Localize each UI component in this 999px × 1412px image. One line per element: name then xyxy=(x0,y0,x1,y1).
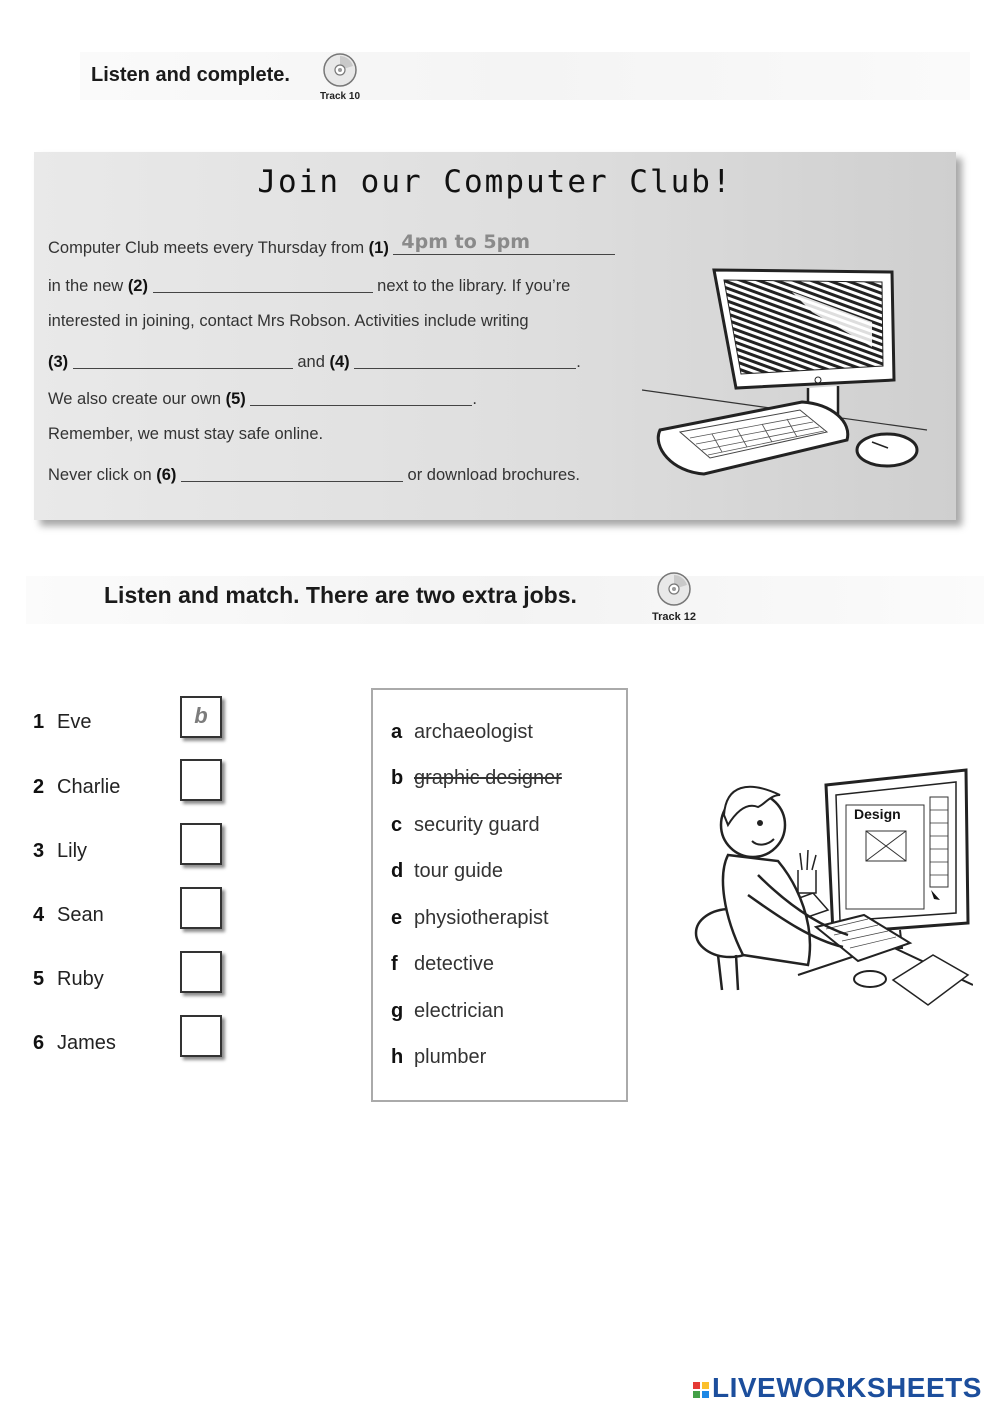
person-number: 1 xyxy=(33,711,45,733)
person-name: Charlie xyxy=(57,776,121,798)
cd-icon xyxy=(653,572,695,608)
job-name: graphic designer xyxy=(414,767,562,789)
answer-box-5[interactable] xyxy=(180,951,222,993)
job-item-used xyxy=(391,767,562,790)
club-line-4 xyxy=(48,350,581,372)
person-name: Lily xyxy=(57,840,88,862)
job-name: plumber xyxy=(414,1046,487,1068)
person-row xyxy=(33,1032,116,1055)
person-number: 2 xyxy=(33,776,45,798)
line-text: We also create our own xyxy=(48,390,226,408)
job-letter: d xyxy=(391,860,404,882)
computer-club-panel xyxy=(34,152,956,520)
section2-instruction: Listen and match. There are two extra jobs. xyxy=(104,582,577,608)
answer-box-4[interactable] xyxy=(180,887,222,929)
person-row xyxy=(33,904,104,927)
blank-5-input[interactable] xyxy=(250,387,472,406)
item-number: (2) xyxy=(127,277,148,295)
section1-instruction: Listen and complete. xyxy=(91,64,290,86)
person-number: 3 xyxy=(33,840,45,862)
jobs-list-box xyxy=(371,688,628,1102)
person-row xyxy=(33,840,87,863)
club-line-3: interested in joining, contact Mrs Robson. Activities include writing xyxy=(48,312,529,330)
line-text: and xyxy=(292,353,330,371)
job-name: tour guide xyxy=(414,860,503,882)
person-number: 6 xyxy=(33,1032,45,1054)
logo-mark-icon xyxy=(692,1381,712,1399)
job-item xyxy=(391,1000,504,1023)
person-name: James xyxy=(57,1032,116,1054)
job-name: security guard xyxy=(414,814,540,836)
item-number: (4) xyxy=(329,353,350,371)
line-text: or download brochures. xyxy=(402,466,580,484)
track-label: Track 12 xyxy=(651,611,697,623)
person-row xyxy=(33,776,120,799)
job-item xyxy=(391,860,503,883)
job-name: physiotherapist xyxy=(414,907,549,929)
track-12-cd[interactable] xyxy=(643,572,705,623)
job-letter: h xyxy=(391,1046,404,1068)
blank-1-answer: 4pm to 5pm xyxy=(401,231,531,253)
job-item xyxy=(391,814,540,837)
line-text: . xyxy=(472,390,477,408)
answer-box-6[interactable] xyxy=(180,1015,222,1057)
person-number: 5 xyxy=(33,968,45,990)
screen-design-label: Design xyxy=(854,806,901,822)
item-number: (3) xyxy=(48,353,69,371)
line-text: next to the library. If you’re xyxy=(372,277,571,295)
club-line-2 xyxy=(48,274,570,296)
blank-6-input[interactable] xyxy=(181,463,403,482)
blank-4-input[interactable] xyxy=(354,350,576,369)
club-line-1 xyxy=(48,231,615,258)
job-name: detective xyxy=(414,953,495,975)
logo-text: LIVEWORKSHEETS xyxy=(712,1372,982,1403)
panel-title: Join our Computer Club! xyxy=(257,164,733,200)
person-name: Ruby xyxy=(57,968,104,990)
person-number: 4 xyxy=(33,904,45,926)
blank-2-input[interactable] xyxy=(153,274,373,293)
item-number: (5) xyxy=(225,390,246,408)
job-letter: a xyxy=(391,721,403,743)
person-row xyxy=(33,711,91,734)
liveworksheets-logo xyxy=(692,1372,982,1404)
job-letter: g xyxy=(391,1000,404,1022)
person-name: Eve xyxy=(57,711,92,733)
line-text: Never click on xyxy=(48,466,157,484)
job-letter: e xyxy=(391,907,403,929)
line-text: in the new xyxy=(48,277,128,295)
blank-1-input[interactable] xyxy=(393,231,615,255)
club-line-5 xyxy=(48,387,477,409)
club-line-7 xyxy=(48,463,580,485)
answer-box-2[interactable] xyxy=(180,759,222,801)
job-letter: f xyxy=(391,953,398,975)
person-row xyxy=(33,968,104,991)
job-letter: c xyxy=(391,814,403,836)
graphic-designer-illustration xyxy=(688,765,973,1020)
club-line-6: Remember, we must stay safe online. xyxy=(48,425,324,443)
job-item xyxy=(391,1046,486,1069)
computer-illustration xyxy=(642,262,942,477)
cd-icon xyxy=(322,52,358,88)
job-item xyxy=(391,953,494,976)
line-text: Computer Club meets every Thursday from xyxy=(48,239,369,257)
track-10-cd[interactable] xyxy=(314,52,366,102)
blank-3-input[interactable] xyxy=(73,350,293,369)
item-number: (1) xyxy=(368,239,389,257)
answer-box-3[interactable] xyxy=(180,823,222,865)
job-letter: b xyxy=(391,767,404,789)
job-item xyxy=(391,721,533,744)
track-label: Track 10 xyxy=(319,91,361,102)
job-name: electrician xyxy=(414,1000,505,1022)
job-name: archaeologist xyxy=(414,721,533,743)
job-item xyxy=(391,907,549,930)
answer-box-1[interactable]: b xyxy=(180,696,222,738)
person-name: Sean xyxy=(57,904,104,926)
line-text: . xyxy=(576,353,581,371)
item-number: (6) xyxy=(156,466,177,484)
